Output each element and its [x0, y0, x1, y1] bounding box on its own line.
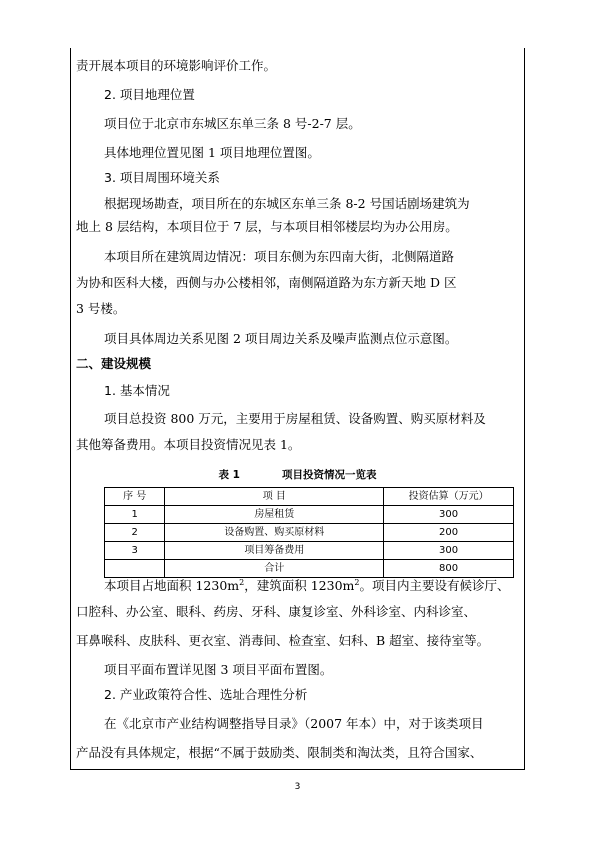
paragraph-survey-line1: 根据现场勘查，项目所在的东城区东单三条 8-2 号国话剧场建筑为 — [104, 196, 470, 211]
paragraph-location-figure: 具体地理位置见图 1 项目地理位置图。 — [104, 145, 320, 160]
investment-table — [104, 487, 514, 578]
heading-policy-analysis: 2. 产业政策符合性、选址合理性分析 — [104, 687, 308, 702]
paragraph-surroundings-line3: 3 号楼。 — [76, 301, 126, 316]
table-cell: 2 — [105, 524, 165, 542]
table-caption-title: 项目投资情况一览表 — [281, 469, 377, 481]
table-total-row — [105, 560, 514, 578]
area-superscript: 2 — [354, 577, 360, 587]
area-text-c: 。项目内主要设有候诊厅、 — [359, 578, 510, 593]
table-cell-empty — [105, 560, 165, 578]
table-cell: 房屋租赁 — [165, 506, 384, 524]
paragraph-investment-line2: 其他筹备费用。本项目投资情况见表 1。 — [76, 437, 301, 452]
paragraph-survey-line2: 地上 8 层结构，本项目位于 7 层，与本项目相邻楼层均为办公用房。 — [76, 219, 458, 234]
table-row — [105, 542, 514, 560]
table-cell: 设备购置、购买原材料 — [165, 524, 384, 542]
table-row — [105, 524, 514, 542]
paragraph-location: 项目位于北京市东城区东单三条 8 号-2-7 层。 — [104, 116, 361, 131]
paragraph-surroundings-line1: 本项目所在建筑周边情况：项目东侧为东四南大街，北侧隔道路 — [104, 249, 455, 264]
table-cell: 1 — [105, 506, 165, 524]
area-superscript: 2 — [239, 577, 245, 587]
table-header-cell: 投资估算（万元） — [384, 488, 514, 506]
table-caption — [70, 467, 525, 482]
table-cell: 3 — [105, 542, 165, 560]
paragraph-policy-line2: 产品没有具体规定，根据“不属于鼓励类、限制类和淘汰类，且符合国家、 — [76, 745, 483, 760]
paragraph-rooms-line2: 耳鼻喉科、皮肤科、更衣室、消毒间、检查室、妇科、B 超室、接待室等。 — [76, 633, 490, 648]
paragraph-continuation: 责开展本项目的环境影响评价工作。 — [76, 58, 277, 73]
table-cell: 项目筹备费用 — [165, 542, 384, 560]
table-total-label: 合计 — [165, 560, 384, 578]
area-text-b: ，建筑面积 1230m — [244, 578, 355, 593]
heading-construction-scale: 二、建设规模 — [76, 356, 152, 371]
table-header-cell: 序 号 — [105, 488, 165, 506]
paragraph-surroundings-line2: 为协和医科大楼，西侧与办公楼相邻，南侧隔道路为东方新天地 D 区 — [76, 275, 457, 290]
paragraph-surroundings-figure: 项目具体周边关系见图 2 项目周边关系及噪声监测点位示意图。 — [104, 331, 458, 346]
heading-basic-info: 1. 基本情况 — [104, 383, 170, 398]
table-header-row — [105, 488, 514, 506]
table-cell: 300 — [384, 506, 514, 524]
table-header-cell: 项 目 — [165, 488, 384, 506]
page-number: 3 — [294, 782, 301, 792]
paragraph-area-line1 — [104, 578, 520, 594]
paragraph-floor-plan: 项目平面布置详见图 3 项目平面布置图。 — [104, 662, 333, 677]
paragraph-rooms-line1: 口腔科、办公室、眼科、药房、牙科、康复诊室、外科诊室、内科诊室、 — [76, 604, 477, 619]
table-caption-number: 表 1 — [218, 469, 240, 481]
heading-project-location: 2. 项目地理位置 — [104, 87, 195, 102]
table-row — [105, 506, 514, 524]
paragraph-policy-line1: 在《北京市产业结构调整指导目录》（2007 年本）中，对于该类项目 — [104, 716, 484, 731]
table-cell: 200 — [384, 524, 514, 542]
paragraph-investment-line1: 项目总投资 800 万元，主要用于房屋租赁、设备购置、购买原材料及 — [104, 411, 486, 426]
table-cell: 300 — [384, 542, 514, 560]
table-total-value: 800 — [384, 560, 514, 578]
area-text-a: 本项目占地面积 1230m — [104, 578, 240, 593]
heading-surrounding-environment: 3. 项目周围环境关系 — [104, 170, 220, 185]
